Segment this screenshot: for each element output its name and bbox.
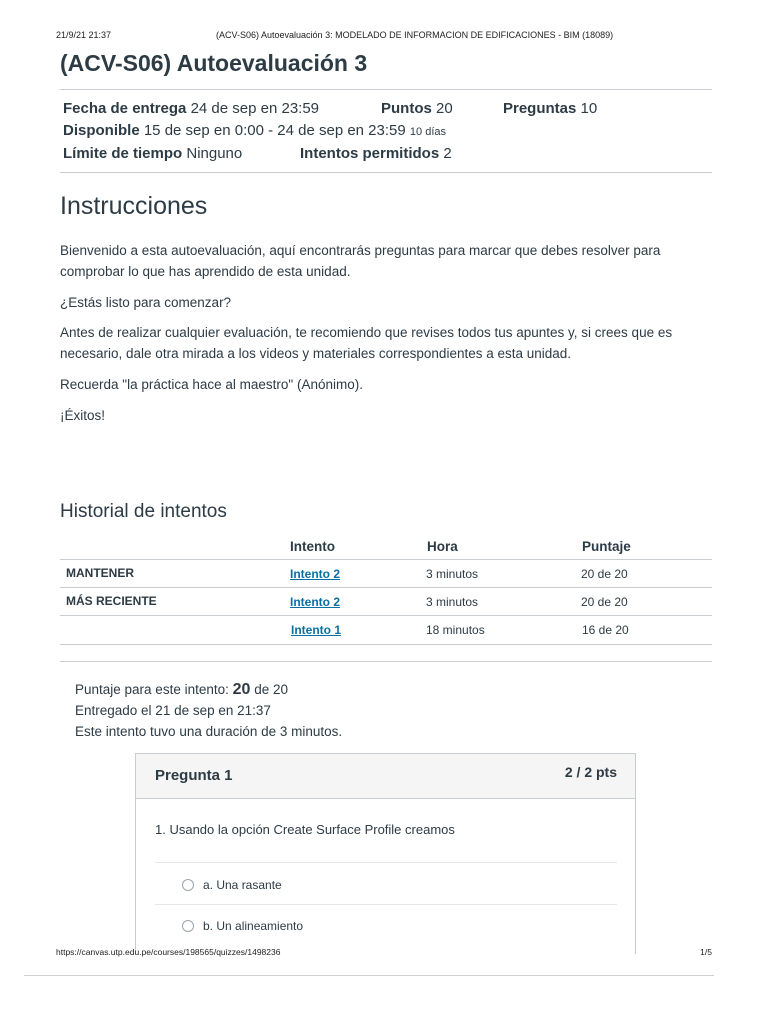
table-divider <box>60 559 712 560</box>
attempt-time: 18 minutos <box>426 623 485 637</box>
score-prefix: Puntaje para este intento: <box>75 682 229 697</box>
column-header-score: Puntaje <box>582 539 631 554</box>
available-label: Disponible <box>63 122 140 139</box>
print-url: https://canvas.utp.edu.pe/courses/198565/quizzes/1498236 <box>56 947 281 957</box>
print-footer <box>56 947 712 957</box>
answer-divider <box>155 904 617 905</box>
print-page-title: (ACV-S06) Autoevaluación 3: MODELADO DE INFORMACION DE EDIFICACIONES - BIM (18089) <box>216 30 614 40</box>
instructions-title: Instrucciones <box>60 192 208 220</box>
print-datetime: 21/9/21 21:37 <box>56 30 112 40</box>
answer-label: a. Una rasante <box>203 878 282 892</box>
points-meta <box>381 100 453 117</box>
meta-row-2 <box>63 122 446 139</box>
attempts-value: 2 <box>443 145 452 162</box>
score-suffix: de 20 <box>254 682 288 697</box>
divider <box>60 172 712 173</box>
question-text: 1. Usando la opción Create Surface Profile creamos <box>155 822 455 837</box>
questions-value: 10 <box>580 100 598 117</box>
page-title: (ACV-S06) Autoevaluación 3 <box>60 50 368 76</box>
submitted-text: Entregado el 21 de sep en 21:37 <box>75 703 271 718</box>
available-days: 10 días <box>409 126 446 138</box>
table-divider <box>60 587 712 588</box>
instructions-paragraph: Antes de realizar cualquier evaluación, te recomiendo que revises todos tus apuntes y, si crees que es necesario, dale otra mirada a los videos y materiales correspondientes a esta unidad. <box>60 325 673 361</box>
time-limit-value: Ninguno <box>186 145 243 162</box>
column-header-time: Hora <box>427 539 458 554</box>
questions-meta <box>503 100 597 117</box>
print-header <box>56 30 712 40</box>
points-value: 20 <box>436 100 453 117</box>
instructions-paragraph: ¿Estás listo para comenzar? <box>60 295 232 310</box>
question-title: Pregunta 1 <box>155 767 233 784</box>
question-points: 2 / 2 pts <box>564 764 617 780</box>
due-label: Fecha de entrega <box>63 100 187 117</box>
instructions-paragraph: Bienvenido a esta autoevaluación, aquí encontrarás preguntas para marcar que debes resolver para comprobar lo que has aprendido de esta unidad. <box>60 243 661 279</box>
meta-row-1 <box>63 100 319 117</box>
question-header <box>136 754 635 799</box>
points-label: Puntos <box>381 100 432 117</box>
attempt-score: 16 de 20 <box>582 623 629 637</box>
available-value: 15 de sep en 0:00 - 24 de sep en 23:59 <box>143 122 406 139</box>
attempt-score: 20 de 20 <box>581 567 628 581</box>
attempt-link[interactable]: Intento 2 <box>290 595 340 609</box>
answer-option[interactable] <box>182 878 282 892</box>
table-divider <box>60 661 712 662</box>
attempt-link[interactable]: Intento 1 <box>291 623 341 637</box>
answer-label: b. Un alineamiento <box>203 919 304 933</box>
history-title: Historial de intentos <box>60 501 227 522</box>
questions-label: Preguntas <box>503 100 577 117</box>
attempt-link[interactable]: Intento 2 <box>290 567 340 581</box>
column-header-attempt: Intento <box>290 539 335 554</box>
attempt-time: 3 minutos <box>426 595 479 609</box>
time-limit-label: Límite de tiempo <box>63 145 183 162</box>
divider <box>60 89 712 90</box>
radio-icon[interactable] <box>182 879 194 891</box>
question-card <box>135 753 636 954</box>
meta-row-3 <box>63 145 242 162</box>
instructions-paragraph: ¡Éxitos! <box>60 408 106 423</box>
duration-text: Este intento tuvo una duración de 3 minutos. <box>75 724 343 739</box>
score-value: 20 <box>232 681 251 698</box>
due-value: 24 de sep en 23:59 <box>190 100 320 117</box>
page-bottom-divider <box>24 975 714 976</box>
answer-divider <box>155 862 617 863</box>
attempt-score: 20 de 20 <box>581 595 628 609</box>
instructions-paragraph: Recuerda "la práctica hace al maestro" (Anónimo). <box>60 377 363 392</box>
row-label: MÁS RECIENTE <box>66 594 157 608</box>
table-divider <box>60 644 712 645</box>
attempts-meta <box>300 145 452 162</box>
attempts-label: Intentos permitidos <box>300 145 440 162</box>
attempt-time: 3 minutos <box>426 567 479 581</box>
answer-option[interactable] <box>182 919 303 933</box>
attempt-score-summary <box>75 681 288 699</box>
print-page-number: 1/5 <box>700 947 712 957</box>
radio-icon[interactable] <box>182 920 194 932</box>
table-divider <box>60 615 712 616</box>
row-label: MANTENER <box>66 566 134 580</box>
